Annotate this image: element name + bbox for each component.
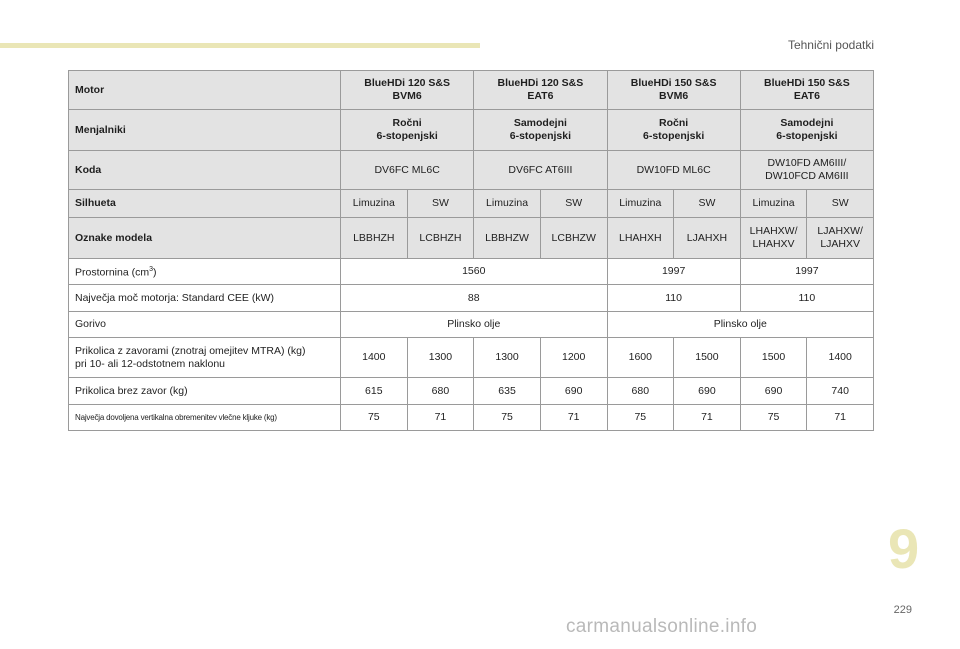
- page-number: 229: [893, 604, 912, 616]
- chapter-number: 9: [888, 517, 920, 580]
- unbraked-trailer-value: 690: [540, 378, 607, 405]
- motor-label: Motor: [69, 71, 341, 110]
- displacement-row: [69, 259, 874, 285]
- power-value: 110: [740, 285, 873, 312]
- body-value: SW: [540, 190, 607, 218]
- towball-load-value: 71: [674, 405, 741, 431]
- fuel-label: Gorivo: [69, 312, 341, 338]
- towball-load-label: Največja dovoljena vertikalna obremenitev vlečne kljuke (kg): [69, 405, 341, 431]
- unbraked-trailer-value: 680: [607, 378, 674, 405]
- top-accent-bar: [0, 43, 480, 48]
- towball-load-value: 75: [474, 405, 541, 431]
- model-value: LCBHZW: [540, 218, 607, 259]
- body-value: Limuzina: [740, 190, 807, 218]
- section-title: Tehnični podatki: [787, 38, 874, 52]
- gearbox-value: Samodejni 6-stopenjski: [474, 110, 607, 151]
- displacement-label: Prostornina $(cm^3)$: [69, 259, 341, 285]
- braked-trailer-row: [69, 338, 874, 378]
- towball-load-value: 71: [807, 405, 874, 431]
- braked-trailer-value: 1500: [740, 338, 807, 378]
- towball-load-value: 71: [407, 405, 474, 431]
- body-label: Silhueta: [69, 190, 341, 218]
- braked-trailer-value: 1400: [341, 338, 408, 378]
- code-value: DV6FC AT6III: [474, 151, 607, 190]
- model-value: LBBHZH: [341, 218, 408, 259]
- unbraked-trailer-label: Prikolica brez zavor (kg): [69, 378, 341, 405]
- code-value: DV6FC ML6C: [341, 151, 474, 190]
- gearbox-value: Samodejni 6-stopenjski: [740, 110, 873, 151]
- model-label: Oznake modela: [69, 218, 341, 259]
- body-row: [69, 190, 874, 218]
- power-row: [69, 285, 874, 312]
- code-value: DW10FD ML6C: [607, 151, 740, 190]
- motor-value: BlueHDi 120 S&S EAT6: [474, 71, 607, 110]
- unbraked-trailer-value: 680: [407, 378, 474, 405]
- model-row: [69, 218, 874, 259]
- displacement-value: 1560: [341, 259, 608, 285]
- body-value: SW: [407, 190, 474, 218]
- braked-trailer-value: 1200: [540, 338, 607, 378]
- towball-load-value: 75: [740, 405, 807, 431]
- gearbox-value: Ročni 6-stopenjski: [607, 110, 740, 151]
- power-value: 88: [341, 285, 608, 312]
- body-value: Limuzina: [341, 190, 408, 218]
- braked-trailer-value: 1500: [674, 338, 741, 378]
- body-value: Limuzina: [607, 190, 674, 218]
- braked-trailer-label: Prikolica z zavorami (znotraj omejitev MTRA) (kg) pri 10- ali 12-odstotnem naklonu: [69, 338, 341, 378]
- unbraked-trailer-value: 690: [740, 378, 807, 405]
- body-value: SW: [807, 190, 874, 218]
- model-value: LBBHZW: [474, 218, 541, 259]
- unbraked-trailer-value: 635: [474, 378, 541, 405]
- power-value: 110: [607, 285, 740, 312]
- braked-trailer-value: 1600: [607, 338, 674, 378]
- fuel-row: [69, 312, 874, 338]
- braked-trailer-value: 1300: [407, 338, 474, 378]
- watermark: carmanualsonline.info: [566, 616, 758, 637]
- gearbox-label: Menjalniki: [69, 110, 341, 151]
- body-value: Limuzina: [474, 190, 541, 218]
- towball-load-value: 75: [607, 405, 674, 431]
- unbraked-trailer-row: [69, 378, 874, 405]
- towball-load-value: 75: [341, 405, 408, 431]
- technical-specs-table: [68, 70, 874, 431]
- motor-value: BlueHDi 120 S&S BVM6: [341, 71, 474, 110]
- code-label: Koda: [69, 151, 341, 190]
- body-value: SW: [674, 190, 741, 218]
- model-value: LJAHXH: [674, 218, 741, 259]
- displacement-value: 1997: [740, 259, 873, 285]
- model-value: LJAHXW/ LJAHXV: [807, 218, 874, 259]
- towball-load-row: [69, 405, 874, 431]
- motor-row: [69, 71, 874, 110]
- braked-trailer-value: 1400: [807, 338, 874, 378]
- gearbox-value: Ročni 6-stopenjski: [341, 110, 474, 151]
- braked-trailer-value: 1300: [474, 338, 541, 378]
- motor-value: BlueHDi 150 S&S EAT6: [740, 71, 873, 110]
- fuel-value: Plinsko olje: [341, 312, 608, 338]
- unbraked-trailer-value: 615: [341, 378, 408, 405]
- code-row: [69, 151, 874, 190]
- unbraked-trailer-value: 690: [674, 378, 741, 405]
- fuel-value: Plinsko olje: [607, 312, 874, 338]
- displacement-value: 1997: [607, 259, 740, 285]
- model-value: LHAHXH: [607, 218, 674, 259]
- code-value: DW10FD AM6III/ DW10FCD AM6III: [740, 151, 873, 190]
- motor-value: BlueHDi 150 S&S BVM6: [607, 71, 740, 110]
- model-value: LCBHZH: [407, 218, 474, 259]
- unbraked-trailer-value: 740: [807, 378, 874, 405]
- towball-load-value: 71: [540, 405, 607, 431]
- gearbox-row: [69, 110, 874, 151]
- power-label: Največja moč motorja: Standard CEE (kW): [69, 285, 341, 312]
- model-value: LHAHXW/ LHAHXV: [740, 218, 807, 259]
